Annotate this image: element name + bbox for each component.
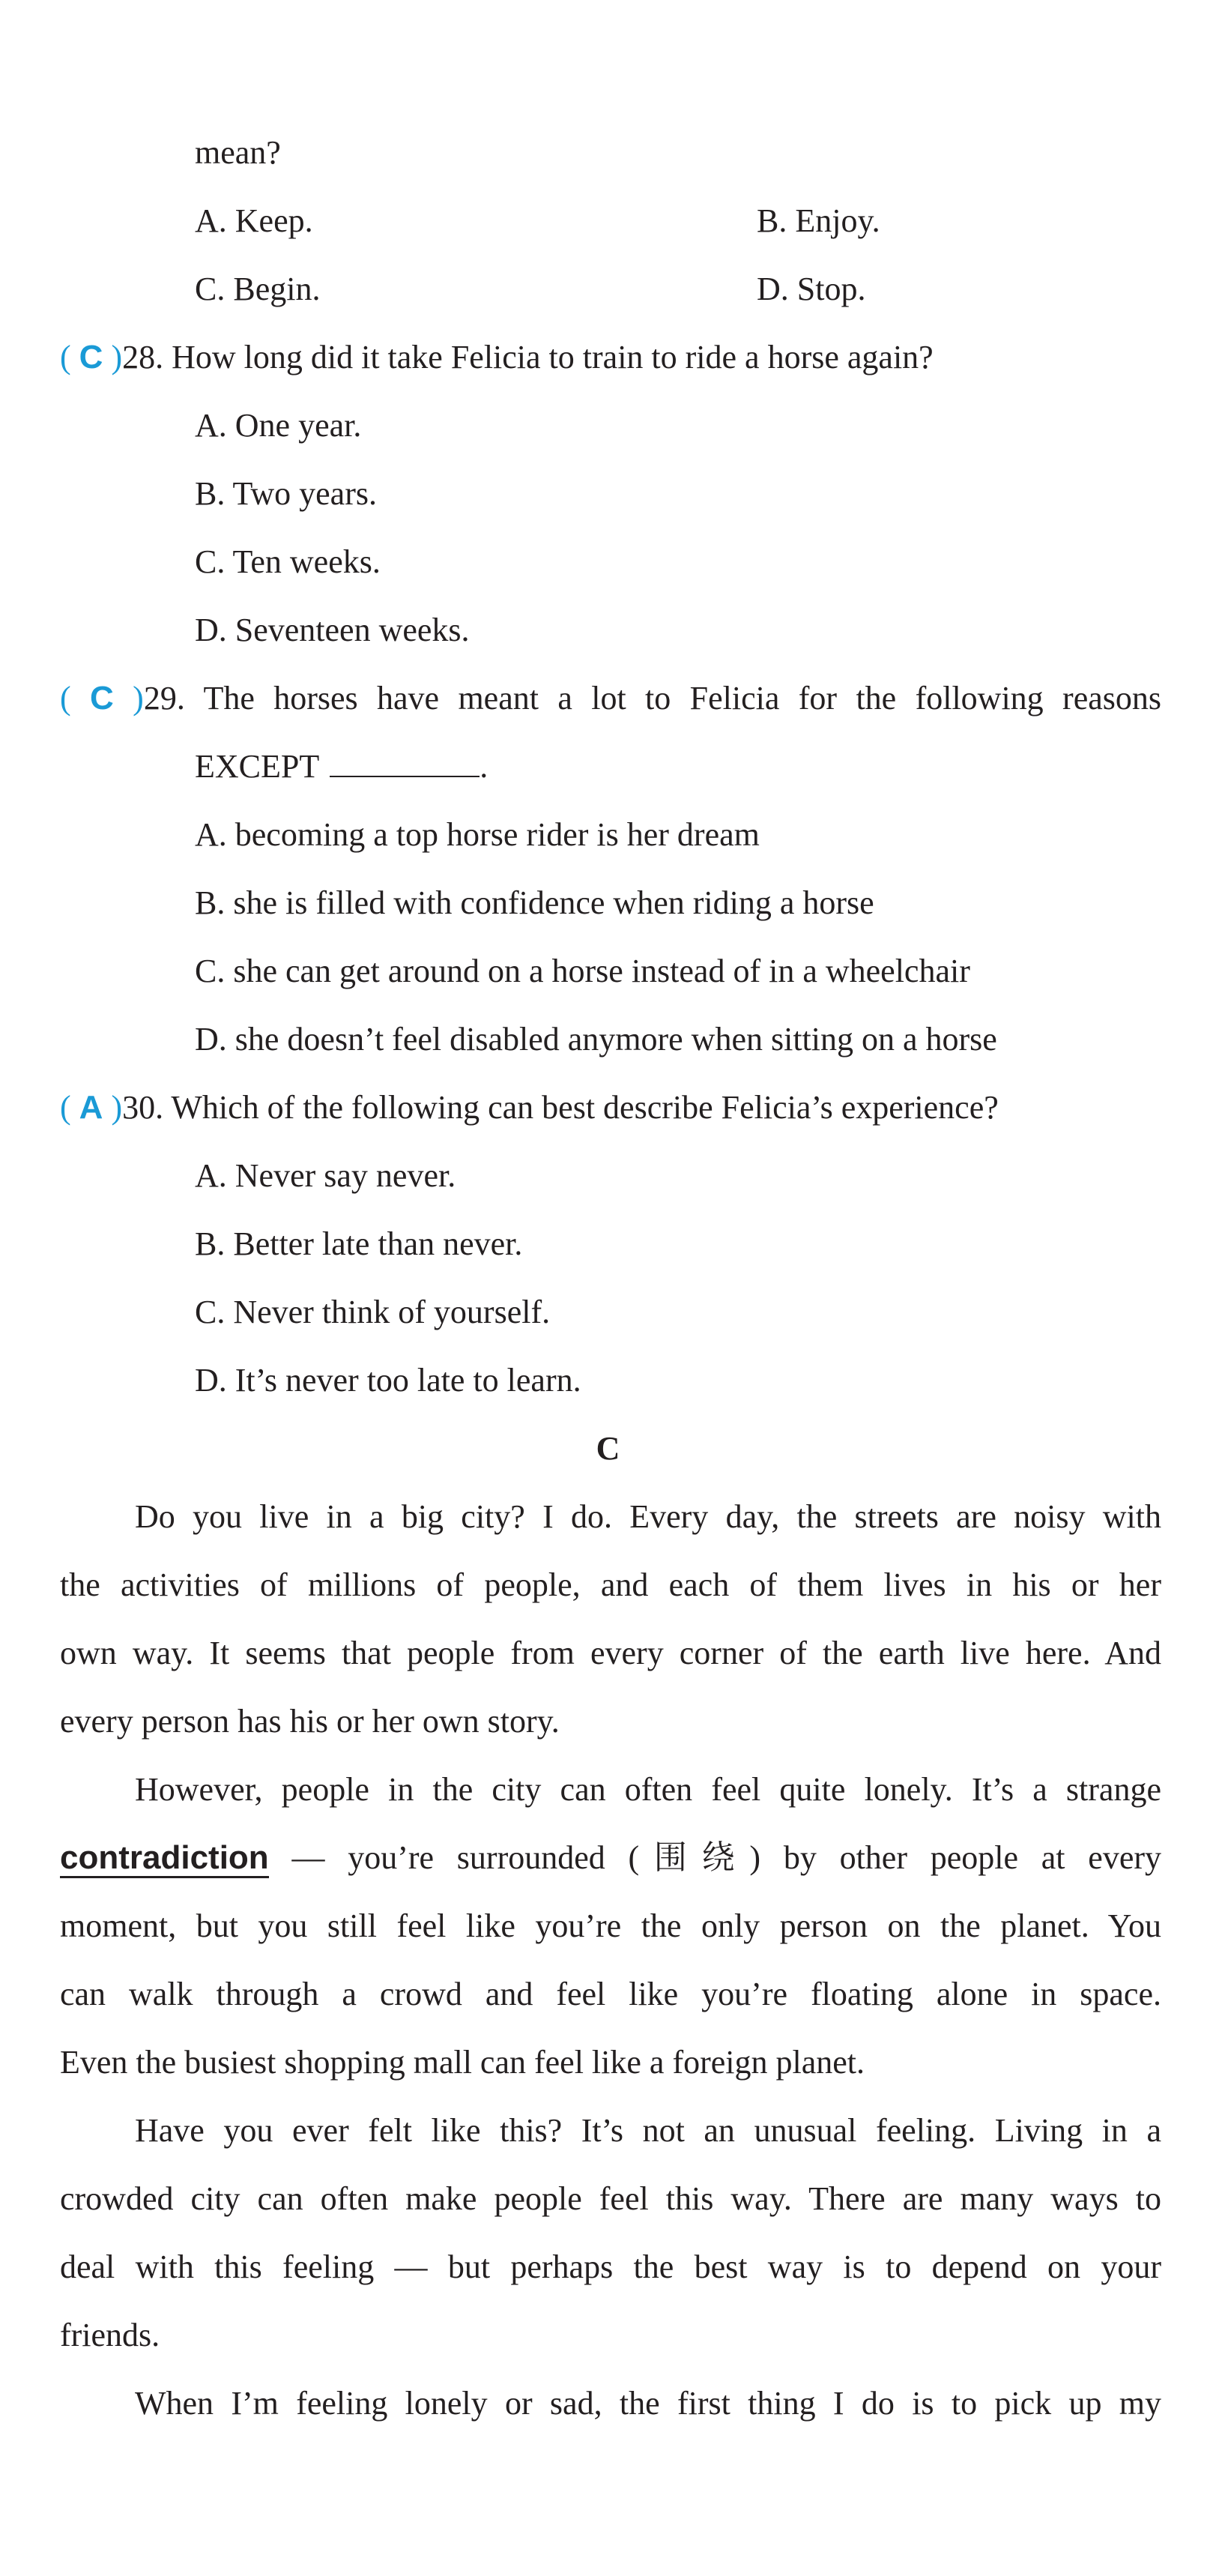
q28-stem-line: [60, 341, 934, 374]
q30-number: 30.: [122, 1089, 164, 1126]
q28-option-a: A. One year.: [195, 407, 362, 444]
q29-option-d: D. she doesn’t feel disabled anymore when sitting on a horse: [195, 1021, 997, 1058]
q29-option-b: B. she is filled with confidence when riding a horse: [195, 884, 874, 921]
q27-stem-tail: mean?: [195, 134, 281, 171]
passage-line: Do you live in a big city? I do. Every day, the streets are noisy with: [135, 1498, 1161, 1535]
passage-line: the activities of millions of people, and each of them lives in his or her: [60, 1566, 1161, 1603]
passage-line: Have you ever felt like this? It’s not an unusual feeling. Living in a: [135, 2112, 1161, 2149]
underlined-keyword: contradiction: [60, 1839, 269, 1878]
q29-option-c: C. she can get around on a horse instead of in a wheelchair: [195, 953, 970, 989]
q30-option-a: A. Never say never.: [195, 1157, 456, 1194]
passage-line: Even the busiest shopping mall can feel like a foreign planet.: [60, 2044, 865, 2081]
q27-option-b: B. Enjoy.: [757, 202, 880, 239]
q28-option-b: B. Two years.: [195, 475, 377, 512]
q30-stem: Which of the following can best describe Felicia’s experience?: [171, 1089, 999, 1126]
passage-line: every person has his or her own story.: [60, 1703, 560, 1740]
passage-line: moment, but you still feel like you’re the only person on the planet. You: [60, 1907, 1161, 1944]
passage-line: own way. It seems that people from every corner of the earth live here. And: [60, 1635, 1161, 1671]
passage-line: crowded city can often make people feel this way. There are many ways to: [60, 2180, 1161, 2217]
q28-answer-mark: ( C ): [60, 339, 123, 375]
passage-line: friends.: [60, 2317, 160, 2353]
q27-option-a: A. Keep.: [195, 202, 313, 239]
passage-line-keyword: contradiction — you’re surrounded (围绕) by other people at every: [60, 1841, 1161, 1874]
q27-option-c: C. Begin.: [195, 271, 321, 307]
q30-option-c: C. Never think of yourself.: [195, 1294, 551, 1330]
q28-option-d: D. Seventeen weeks.: [195, 612, 470, 648]
passage-line: can walk through a crowd and feel like you’re floating alone in space.: [60, 1976, 1161, 2012]
passage-line: deal with this feeling — but perhaps the best way is to depend on your: [60, 2248, 1161, 2285]
answer-blank: [330, 750, 480, 777]
section-heading: C: [596, 1430, 620, 1467]
q29-number: 29.: [143, 680, 185, 717]
q30-option-b: B. Better late than never.: [195, 1225, 523, 1262]
q29-stem-line: [60, 682, 1161, 715]
q28-stem: How long did it take Felicia to train to ride a horse again?: [172, 339, 934, 375]
q29-stem: The horses have meant a lot to Felicia for the following reasons: [203, 680, 1162, 717]
q29-option-a: A. becoming a top horse rider is her dream: [195, 816, 760, 853]
q30-option-d: D. It’s never too late to learn.: [195, 1362, 581, 1399]
passage-line: However, people in the city can often feel quite lonely. It’s a strange: [135, 1771, 1161, 1808]
q29-stem-continuation: EXCEPT .: [195, 748, 488, 785]
q29-answer-mark: ( C ): [60, 680, 144, 717]
q30-stem-line: [60, 1091, 999, 1124]
q30-answer-mark: ( A ): [60, 1089, 123, 1126]
passage-line: When I’m feeling lonely or sad, the first thing I do is to pick up my: [135, 2385, 1161, 2422]
q27-option-d: D. Stop.: [757, 271, 866, 307]
q28-number: 28.: [122, 339, 164, 375]
q28-option-c: C. Ten weeks.: [195, 543, 381, 580]
